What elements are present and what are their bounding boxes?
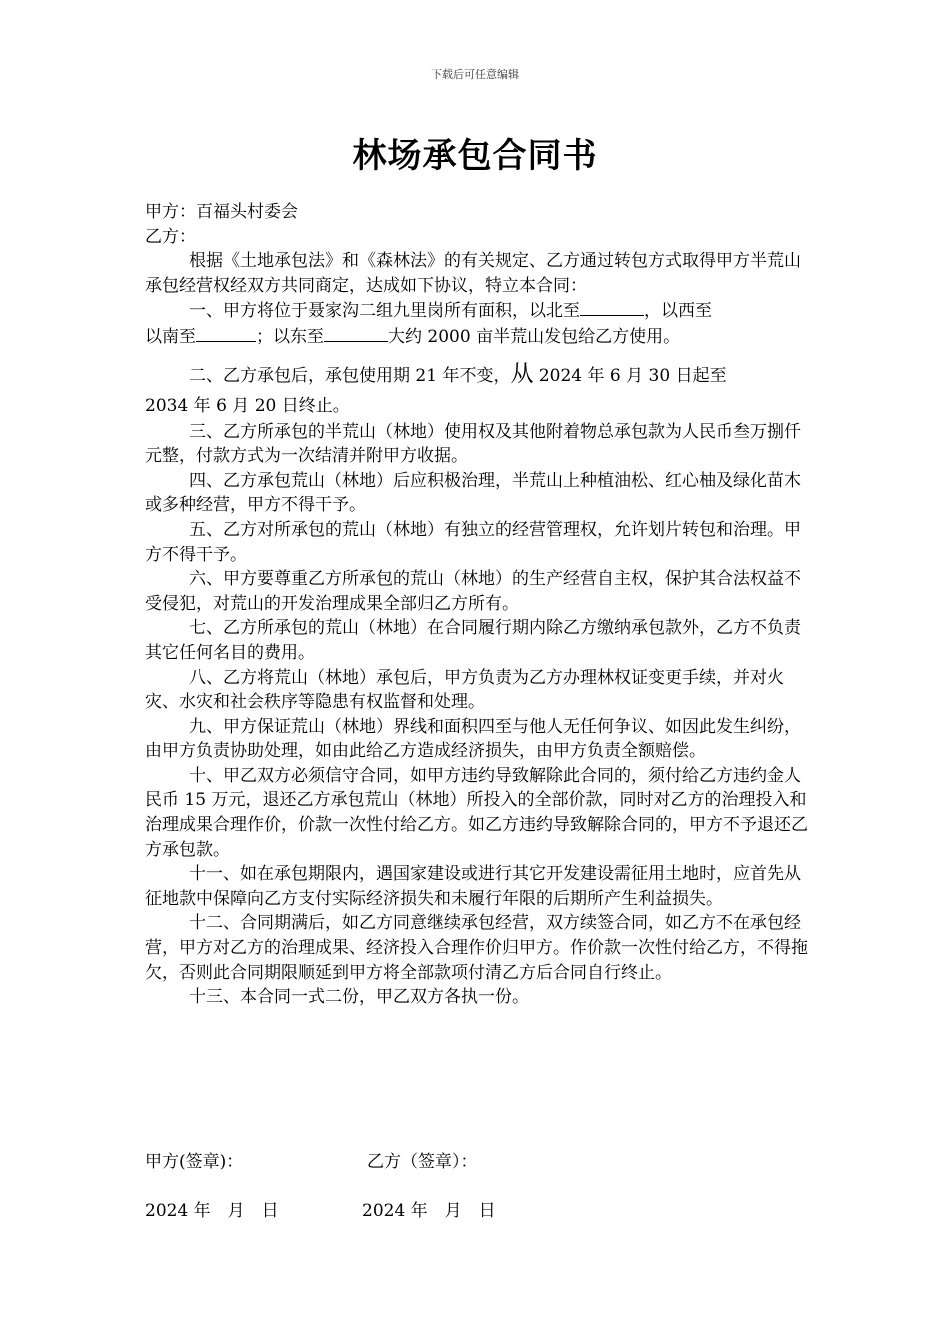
header-note: 下载后可任意编辑 [431,68,519,81]
clause-9: 九、甲方保证荒山（林地）界线和面积四至与他人无任何争议、如因此发生纠纷，由甲方负责协助处理，如由此给乙方造成经济损失，由甲方负责全额赔偿。 [145,716,801,762]
east-boundary-blank [324,324,388,342]
party-b-signature-label: 乙方（签章）： [367,1152,478,1172]
clause-10: 十、甲乙双方必须信守合同，如甲方违约导致解除此合同的，须付给乙方违约金人民币 15 万元，退还乙方承包荒山（林地）所投入的全部价款，同时对乙方的治理投入和治理成果合理作价，价款一次性付给乙方。如乙方违约导致解除合同的，甲方不予退还乙方承包款。 [145,765,808,860]
clause-2-part-1: 二、乙方承包后，承包使用期 21 年不变， [189,365,511,386]
clause-1-part-1: 一、甲方将位于聂家沟二组九里岗所有面积，以北至 [189,301,580,322]
clause-7: 七、乙方所承包的荒山（林地）在合同履行期内除乙方缴纳承包款外，乙方不负责其它任何名目的费用。 [145,618,801,663]
party-b-line: 乙方： [145,226,196,247]
party-a-signature-label: 甲方(签章)： [145,1152,244,1172]
clause-5: 五、乙方对所承包的荒山（林地）有独立的经营管理权，允许划片转包和治理。甲方不得干予。 [145,519,801,565]
document-title: 林场承包合同书 [352,136,598,176]
clause-2-part-2: 2024 年 6 月 30 日起至 [533,365,727,386]
clause-8: 八、乙方将荒山（林地）承包后，甲方负责为乙方办理林权证变更手续，并对火灾、水灾和社会秩序等隐患有权监督和处理。 [145,667,784,713]
party-a-line: 甲方：百福头村委会 [145,202,298,222]
clause-12: 十二、合同期满后，如乙方同意继续承包经营，双方续签合同，如乙方不在承包经营，甲方对乙方的治理成果、经济投入合理作价归甲方。作价款一次性付给乙方，不得拖欠，否则此合同期限顺延到甲方将全部款项付清乙方后合同自行终止。 [145,913,808,983]
clause-6: 六、甲方要尊重乙方所承包的荒山（林地）的生产经营自主权，保护其合法权益不受侵犯，对荒山的开发治理成果全部归乙方所有。 [145,569,801,614]
clause-1-part-5: 大约 2000 亩半荒山发包给乙方使用。 [388,326,681,347]
intro-paragraph: 根据《土地承包法》和《森林法》的有关规定、乙方通过转包方式取得甲方半荒山承包经营权经双方共同商定，达成如下协议，特立本合同： [145,251,801,296]
north-boundary-blank [580,298,644,316]
clause-4: 四、乙方承包荒山（林地）后应积极治理，半荒山上种植油松、红心柚及绿化苗木或多种经营，甲方不得干予。 [145,470,801,516]
clause-1-part-2: ，以西至 [644,301,712,322]
clause-2-end: 2034 年 6 月 20 日终止。 [145,395,350,416]
clause-11: 十一、如在承包期限内，遇国家建设或进行其它开发建设需征用土地时，应首先从征地款中保障向乙方支付实际经济损失和未履行年限的后期所产生利益损失。 [145,864,801,909]
contract-body [145,200,815,1010]
party-a-date: 2024 年 月 日 [145,1201,279,1221]
clause-1-part-3: 以南至 [145,326,196,347]
south-boundary-blank [196,324,256,342]
clause-1-part-4: ；以东至 [256,326,324,347]
clause-3: 三、乙方所承包的半荒山（林地）使用权及其他附着物总承包款为人民币叁万捌仟元整，付款方式为一次结清并附甲方收据。 [145,421,801,467]
clause-13: 十三、本合同一式二份，甲乙双方各执一份。 [189,987,529,1008]
clause-1 [145,298,815,349]
clause-2-big-char: 从 [510,360,534,387]
party-b-date: 2024 年 月 日 [362,1201,496,1221]
